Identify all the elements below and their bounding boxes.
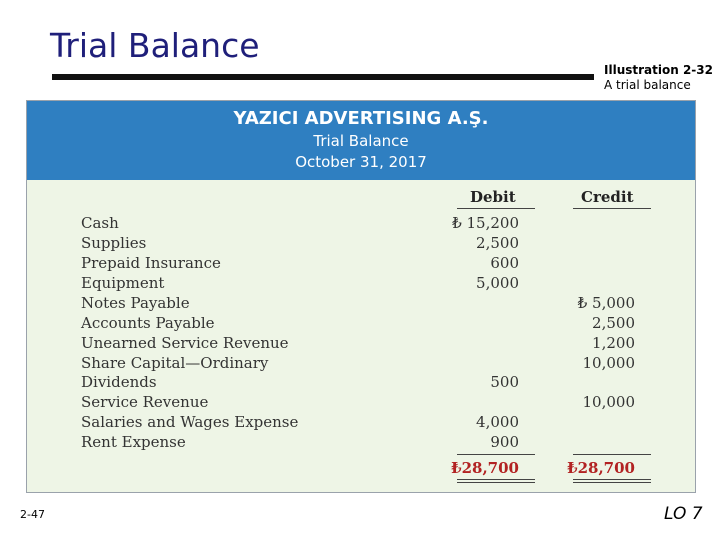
credit-subtotal-rule [573, 454, 651, 455]
learning-objective: LO 7 [664, 504, 703, 524]
account-name: Prepaid Insurance [81, 254, 221, 272]
debit-amount: 2,500 [476, 234, 519, 252]
credit-amount: 10,000 [582, 393, 635, 411]
account-name: Cash [81, 214, 119, 232]
illustration-label [604, 63, 713, 93]
account-name: Supplies [81, 234, 147, 252]
credit-amount: 2,500 [592, 314, 635, 332]
debit-total: ₺28,700 [451, 459, 519, 477]
credit-total-double-rule [573, 479, 651, 483]
company-name: YAZICI ADVERTISING A.Ş. [233, 108, 489, 129]
page-number: 2-47 [20, 508, 45, 521]
credit-amount: 1,200 [592, 334, 635, 352]
credit-amount: 10,000 [582, 354, 635, 372]
report-name: Trial Balance [313, 132, 409, 150]
debit-amount: ₺ 15,200 [452, 214, 519, 232]
statement-heading [27, 101, 695, 180]
debit-amount: 900 [490, 433, 519, 451]
credit-total: ₺28,700 [567, 459, 635, 477]
slide-title: Trial Balance [50, 26, 260, 65]
title-underline [52, 74, 594, 80]
trial-balance-panel [26, 100, 696, 493]
account-name: Salaries and Wages Expense [81, 413, 299, 431]
debit-total-double-rule [457, 479, 535, 483]
credit-column-header: Credit [581, 188, 634, 206]
trial-balance-table [27, 180, 695, 492]
illustration-caption: A trial balance [604, 78, 691, 92]
debit-amount: 500 [490, 373, 519, 391]
account-name: Notes Payable [81, 294, 190, 312]
account-name: Service Revenue [81, 393, 209, 411]
debit-amount: 5,000 [476, 274, 519, 292]
debit-subtotal-rule [457, 454, 535, 455]
account-name: Equipment [81, 274, 165, 292]
illustration-number: Illustration 2-32 [604, 63, 713, 77]
report-date: October 31, 2017 [295, 153, 427, 171]
account-name: Dividends [81, 373, 157, 391]
debit-amount: 4,000 [476, 413, 519, 431]
credit-header-rule [573, 208, 651, 209]
account-name: Unearned Service Revenue [81, 334, 289, 352]
account-name: Accounts Payable [81, 314, 215, 332]
credit-amount: ₺ 5,000 [577, 294, 635, 312]
account-name: Share Capital—Ordinary [81, 354, 269, 372]
debit-header-rule [457, 208, 535, 209]
debit-amount: 600 [490, 254, 519, 272]
debit-column-header: Debit [470, 188, 516, 206]
account-name: Rent Expense [81, 433, 186, 451]
